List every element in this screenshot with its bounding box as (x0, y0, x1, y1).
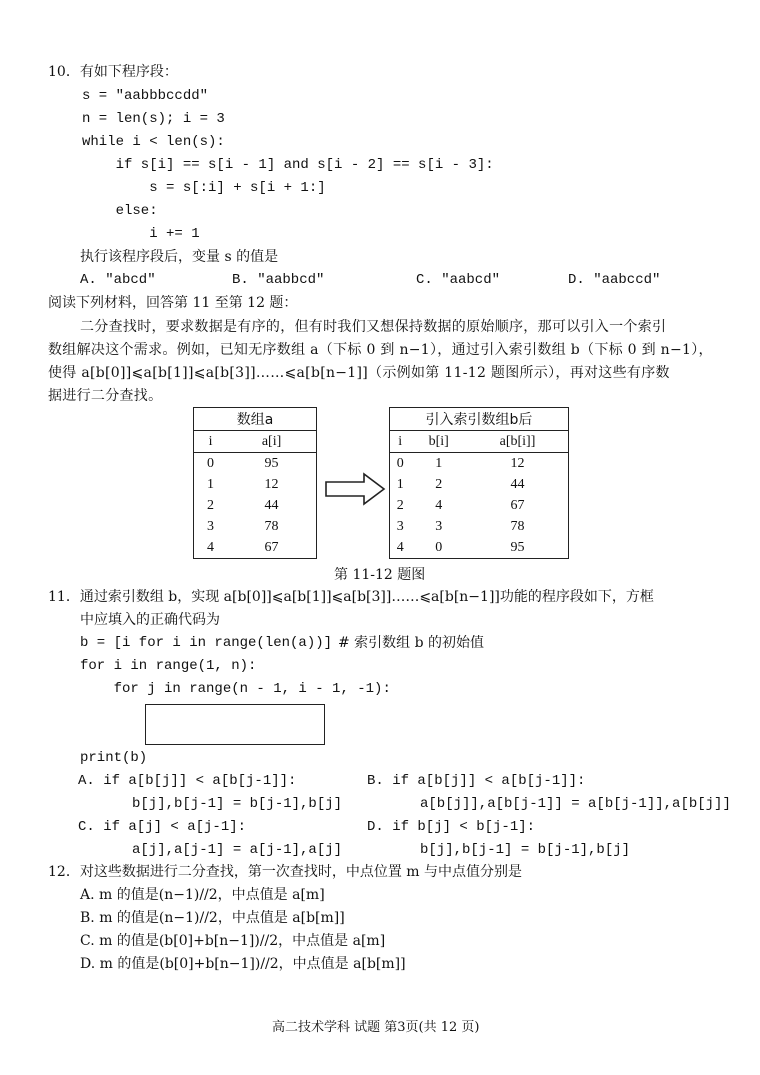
cell: 0 (396, 455, 404, 471)
material-line-2: 数组解决这个需求。例如，已知无序数组 a（下标 0 到 n−1），通过引入索引数组 b（下标 0 到 n−1）， (48, 342, 713, 358)
cell: 44 (510, 476, 525, 492)
table-row (194, 495, 317, 516)
cell: 12 (510, 455, 525, 471)
cell: 3 (435, 518, 443, 534)
cell: 78 (264, 518, 279, 534)
cell: 12 (264, 476, 279, 492)
cell: 1 (396, 476, 404, 492)
cell: 2 (435, 476, 443, 492)
q11-option-c-line-1: C. if a[j] < a[j-1]: (78, 819, 247, 835)
q11-option-d-line-2: b[j],b[j-1] = b[j-1],b[j] (420, 842, 631, 858)
table-row (194, 453, 317, 475)
cell: 3 (396, 518, 404, 534)
q11-code-line-4: print(b) (80, 750, 148, 766)
table-row (390, 453, 569, 475)
q10-question: 执行该程序段后，变量 s 的值是 (80, 249, 279, 265)
q11-option-d-line-1: D. if b[j] < b[j-1]: (367, 819, 536, 835)
array-b-title: 引入索引数组b后 (390, 408, 569, 431)
material-line-3: 使得 a[b[0]]⩽a[b[1]]⩽a[b[3]]……⩽a[b[n−1]]（示例如第 11-12 题图所示），再对这些有序数 (48, 365, 670, 381)
table-row (194, 537, 317, 559)
q12-option-c: C. m 的值是(b[0]+b[n−1])//2，中点值是 a[m] (80, 933, 386, 949)
answer-blank-box (145, 704, 325, 745)
q10-code-line-5: s = s[:i] + s[i + 1:] (82, 180, 326, 196)
q11-code-line-3: for j in range(n - 1, i - 1, -1): (80, 681, 391, 697)
q10-code-line-3: while i < len(s): (82, 134, 225, 150)
cell: 0 (207, 455, 215, 471)
q11-code-comment: # 索引数组 b 的初始值 (338, 635, 485, 651)
table-row (194, 516, 317, 537)
q11-option-a-line-1: A. if a[b[j]] < a[b[j-1]]: (78, 773, 297, 789)
q11-option-a-line-2: b[j],b[j-1] = b[j-1],b[j] (132, 796, 343, 812)
right-arrow-icon (324, 472, 386, 506)
table-row (390, 495, 569, 516)
material-line-1: 二分查找时，要求数据是有序的，但有时我们又想保持数据的原始顺序，那可以引入一个索引 (80, 319, 667, 335)
table-row (194, 474, 317, 495)
cell: 95 (264, 455, 279, 471)
q11-option-b-line-1: B. if a[b[j]] < a[b[j-1]]: (367, 773, 586, 789)
q10-stem: 10．有如下程序段： (48, 64, 178, 80)
q10-option-b: B. "aabbcd" (232, 272, 325, 288)
q10-option-a: A. "abcd" (80, 272, 156, 288)
material-line-4: 据进行二分查找。 (48, 388, 163, 404)
q12-stem: 12．对这些数据进行二分查找，第一次查找时，中点位置 m 与中点值分别是 (48, 864, 522, 880)
cell: 1 (435, 455, 443, 471)
cell: 67 (510, 497, 525, 513)
figure-caption: 第 11-12 题图 (334, 567, 426, 583)
q10-code-line-6: else: (82, 203, 158, 219)
q12-option-d: D. m 的值是(b[0]+b[n−1])//2，中点值是 a[b[m]] (80, 956, 406, 972)
material-intro: 阅读下列材料，回答第 11 至第 12 题： (48, 295, 298, 311)
q12-option-a: A. m 的值是(n−1)//2，中点值是 a[m] (80, 887, 325, 903)
q10-code-line-7: i += 1 (82, 226, 200, 242)
page-footer: 高二技术学科 试题 第3页(共 12 页) (272, 1020, 480, 1035)
cell: 2 (207, 497, 215, 513)
q11-stem-line-2: 中应填入的正确代码为 (80, 612, 220, 628)
q11-option-b-line-2: a[b[j]],a[b[j-1]] = a[b[j-1]],a[b[j]] (420, 796, 731, 812)
q10-option-d: D. "aabccd" (568, 272, 661, 288)
cell: 2 (396, 497, 404, 513)
table-row (390, 537, 569, 559)
q11-option-c-line-2: a[j],a[j-1] = a[j-1],a[j] (132, 842, 343, 858)
cell: 0 (435, 539, 443, 555)
array-b-table (389, 407, 569, 559)
q11-code-line-1: b = [i for i in range(len(a))] (80, 635, 333, 651)
cell: 44 (264, 497, 279, 513)
cell: 95 (510, 539, 525, 555)
q11-stem-line-1: 11．通过索引数组 b，实现 a[b[0]]⩽a[b[1]]⩽a[b[3]]……⩽a[b[n−1]]功能的程序段如下，方框 (48, 589, 654, 605)
cell: 4 (207, 539, 215, 555)
array-a-header-i: i (194, 431, 228, 453)
array-a-table (193, 407, 317, 559)
cell: 78 (510, 518, 525, 534)
table-row (390, 516, 569, 537)
q10-code-line-1: s = "aabbbccdd" (82, 88, 209, 104)
array-b-header-bi: b[i] (410, 431, 467, 453)
q10-code-line-2: n = len(s); i = 3 (82, 111, 225, 127)
cell: 4 (396, 539, 404, 555)
q11-code-line-2: for i in range(1, n): (80, 658, 257, 674)
array-b-header-i: i (390, 431, 411, 453)
cell: 3 (207, 518, 215, 534)
cell: 1 (207, 476, 215, 492)
array-a-title: 数组a (194, 408, 317, 431)
array-a-header-ai: a[i] (227, 431, 316, 453)
table-row (390, 474, 569, 495)
cell: 67 (264, 539, 279, 555)
q10-code-line-4: if s[i] == s[i - 1] and s[i - 2] == s[i - 3]: (82, 157, 494, 173)
array-b-header-abi: a[b[i]] (467, 431, 569, 453)
cell: 4 (435, 497, 443, 513)
q10-option-c: C. "aabcd" (416, 272, 501, 288)
q12-option-b: B. m 的值是(n−1)//2，中点值是 a[b[m]] (80, 910, 345, 926)
